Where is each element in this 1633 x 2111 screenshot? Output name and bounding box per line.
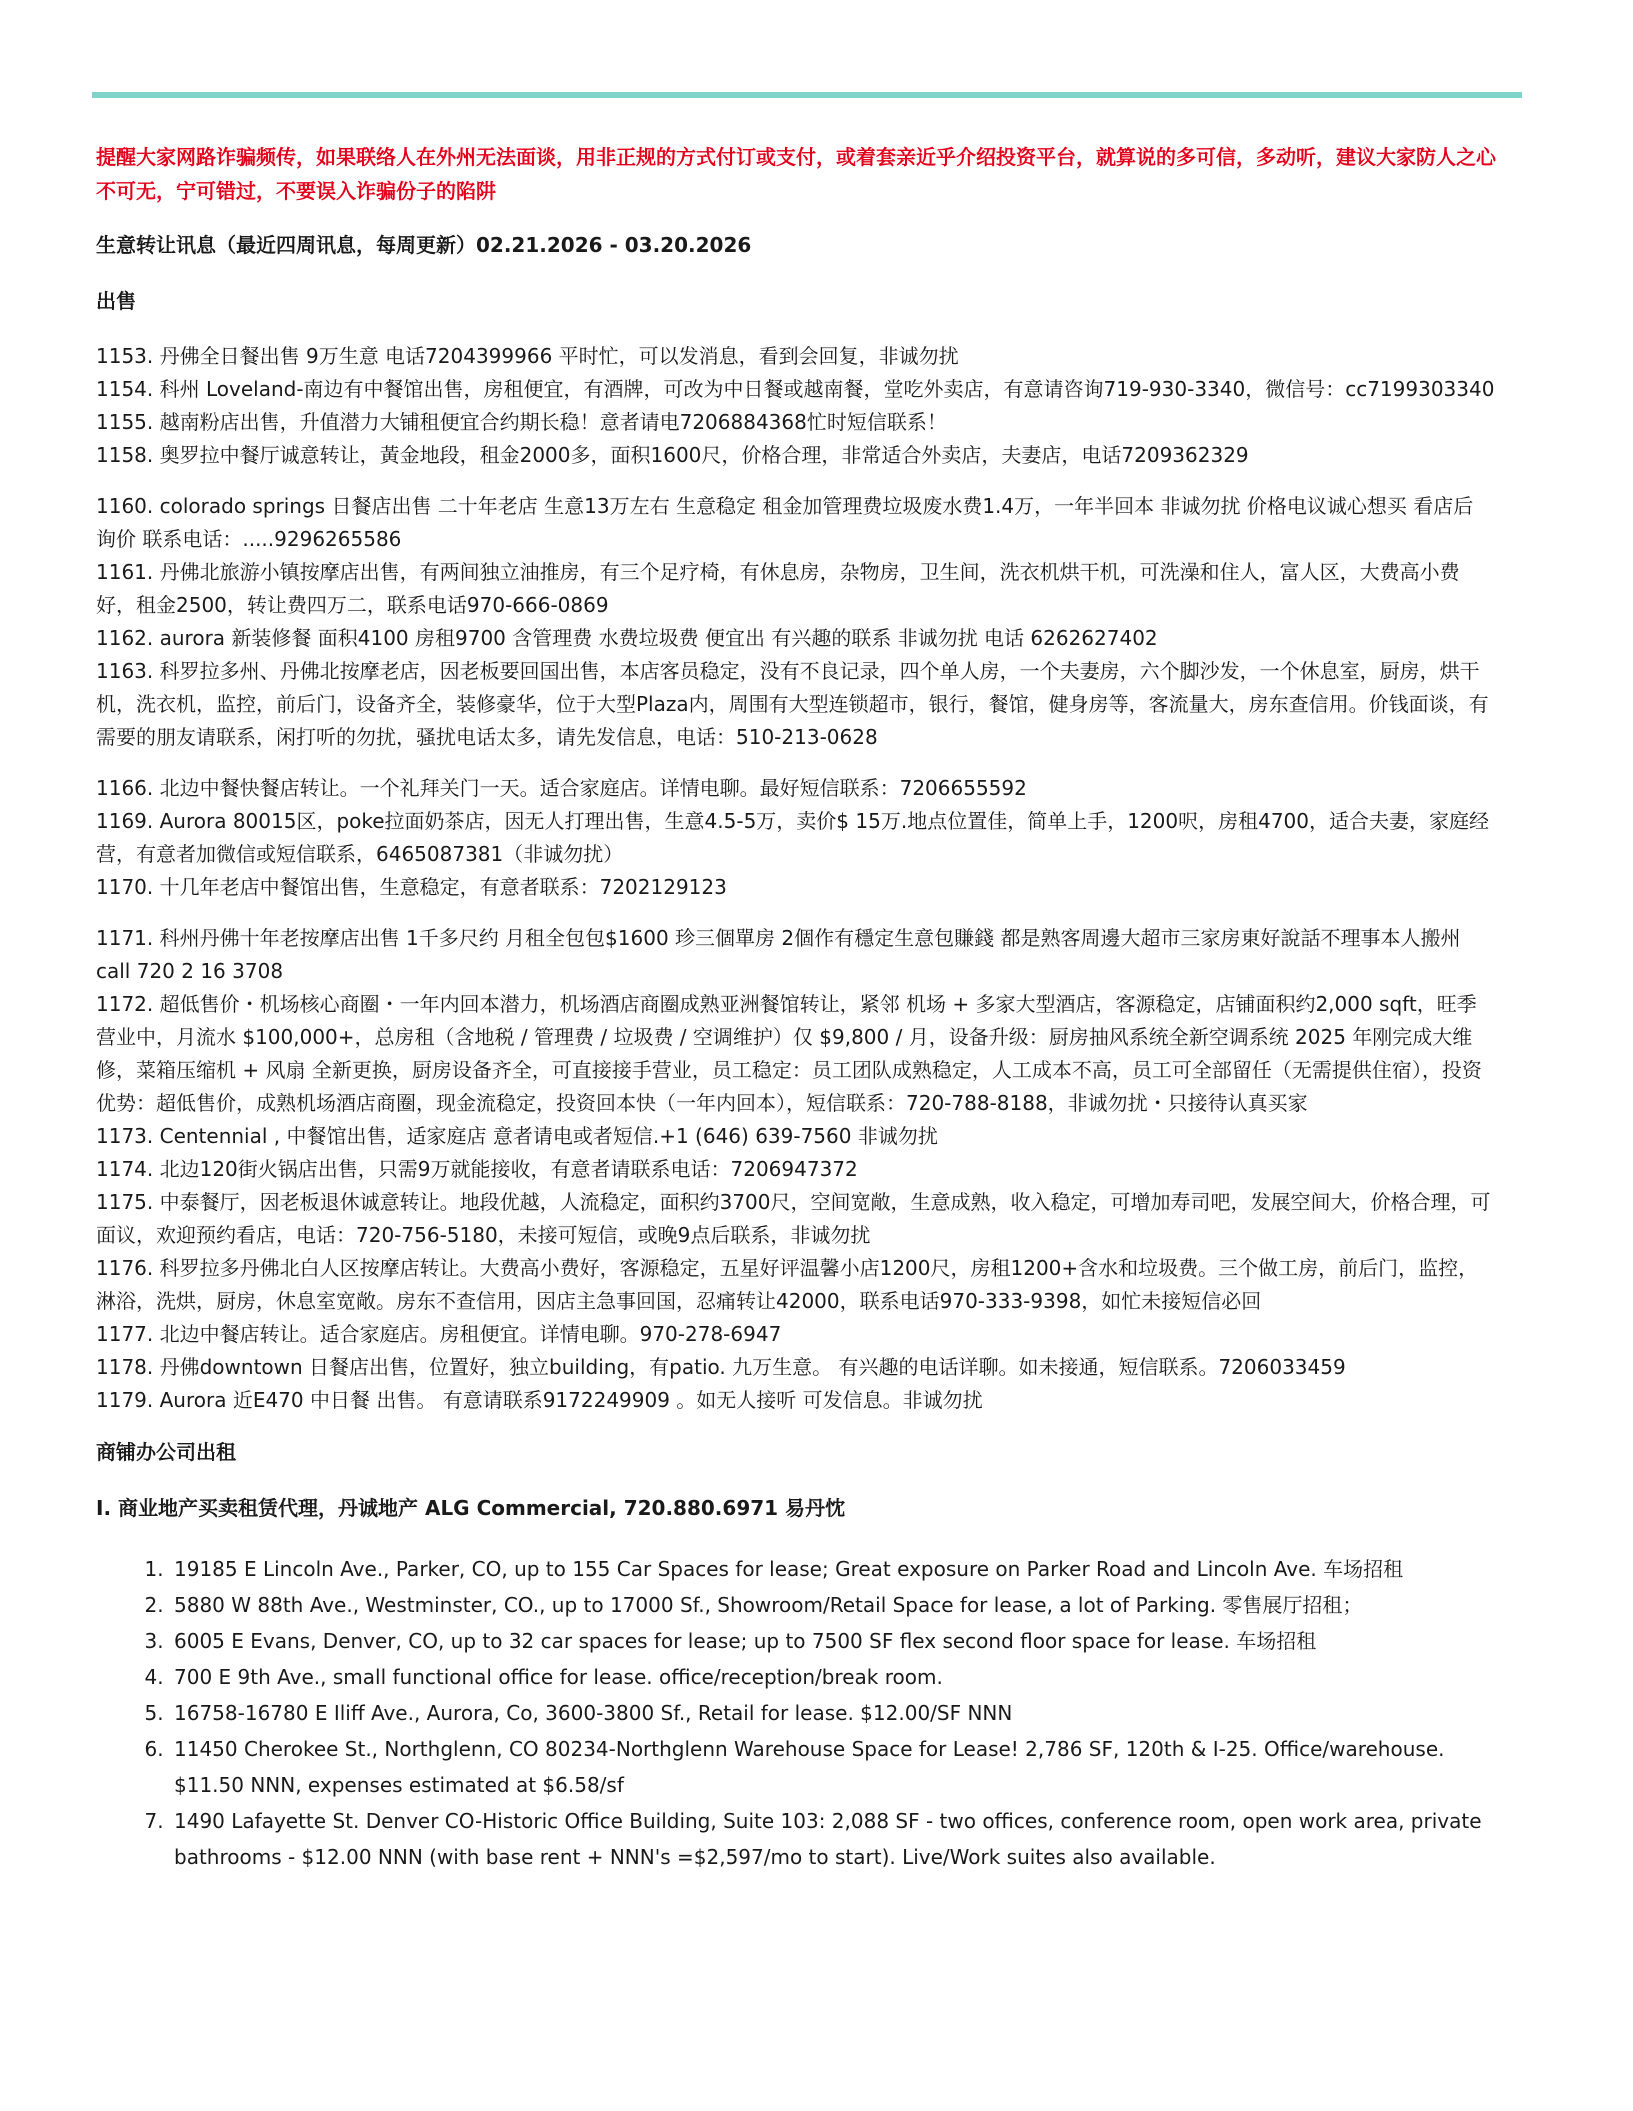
listing-item: 1175. 中泰餐厅，因老板退休诚意转让。地段优越，人流稳定，面积约3700尺，空间宽敞，生意成熟，收入稳定，可增加寿司吧，发展空间大，价格合理，可面议，欢迎预约看店，电话：720-756-5180，未接可短信，或晚9点后联系，非诚勿扰 [96, 1190, 1491, 1247]
listing-item: 1153. 丹佛全日餐出售 9万生意 电话7204399966 平时忙，可以发消息，看到会回复，非诚勿扰 [96, 344, 959, 368]
listing-group [96, 490, 1496, 754]
listing-item: 1178. 丹佛downtown 日餐店出售，位置好，独立building，有patio. 九万生意。 有兴趣的电话详聊。如未接通，短信联系。7206033459 [96, 1355, 1346, 1379]
sale-listings [96, 340, 1496, 1417]
top-divider [92, 92, 1522, 98]
property-item: 1. 19185 E Lincoln Ave., Parker, CO, up to 155 Car Spaces for lease; Great exposure on Parker Road and Lincoln Ave. 车场招租 [170, 1551, 1496, 1587]
property-item: 7. 1490 Lafayette St. Denver CO-Historic Office Building, Suite 103: 2,088 SF - two offices, conference room, open work area, private bathrooms - $12.00 NNN (with base rent + NNN's =$2,597/mo to start). Live/Work suites also available. [170, 1803, 1496, 1875]
listing-group [96, 340, 1496, 472]
property-item: 4. 700 E 9th Ave., small functional office for lease. office/reception/break room. [170, 1659, 1496, 1695]
property-item: 3. 6005 E Evans, Denver, CO, up to 32 car spaces for lease; up to 7500 SF flex second floor space for lease. 车场招租 [170, 1623, 1496, 1659]
agent-heading: I. 商业地产买卖租赁代理，丹诚地产 ALG Commercial, 720.880.6971 易丹忱 [96, 1496, 846, 1520]
listing-group [96, 922, 1496, 1417]
listing-item: 1176. 科罗拉多丹佛北白人区按摩店转让。大费高小费好，客源稳定，五星好评温馨小店1200尺，房租1200+含水和垃圾费。三个做工房，前后门，监控，淋浴，洗烘，厨房，休息室宽敞。房东不查信用，因店主急事回国，忍痛转让42000，联系电话970-333-9398，如忙未接短信必回 [96, 1256, 1479, 1313]
listing-item: 1166. 北边中餐快餐店转让。一个礼拜关门一天。适合家庭店。详情电聊。最好短信联系：7206655592 [96, 776, 1027, 800]
sale-section-title: 出售 [96, 289, 136, 313]
property-item: 2. 5880 W 88th Ave., Westminster, CO., up to 17000 Sf., Showroom/Retail Space for lease, a lot of Parking. 零售展厅招租； [170, 1587, 1496, 1623]
page-content [96, 140, 1496, 1875]
listing-group [96, 772, 1496, 904]
listing-item: 1172. 超低售价・机场核心商圈・一年内回本潜力，机场酒店商圈成熟亚洲餐馆转让，紧邻 机场 + 多家大型酒店，客源稳定，店铺面积约2,000 sqft，旺季营业中，月流水 $100,000+，总房租（含地税 / 管理费 / 垃圾费 / 空调维护）仅 $9,800 / 月，设备升级：厨房抽风系统全新空调系统 2025 年刚完成大维修，菜箱压缩机 + 风扇 全新更换，厨房设备齐全，可直接接手营业，员工稳定：员工团队成熟稳定，人工成本不高，员工可全部留任（无需提供住宿），投资优势：超低售价，成熟机场酒店商圈，现金流稳定，投资回本快（一年内回本），短信联系：720-788-8188，非诚勿扰・只接待认真买家 [96, 992, 1482, 1115]
rental-section-title: 商铺办公司出租 [96, 1440, 236, 1464]
listing-item: 1177. 北边中餐店转让。适合家庭店。房租便宜。详情电聊。970-278-6947 [96, 1322, 782, 1346]
listing-item: 1160. colorado springs 日餐店出售 二十年老店 生意13万左右 生意稳定 租金加管理费垃圾废水费1.4万，一年半回本 非诚勿扰 价格电议诚心想买 看店后 询价 联系电话：.....9296265586 [96, 494, 1474, 551]
property-list [96, 1551, 1496, 1875]
listing-item: 1170. 十几年老店中餐馆出售，生意稳定，有意者联系：7202129123 [96, 875, 727, 899]
listing-item: 1174. 北边120街火锅店出售，只需9万就能接收，有意者请联系电话：7206947372 [96, 1157, 858, 1181]
listing-item: 1155. 越南粉店出售，升值潜力大铺租便宜合约期长稳！意者请电7206884368忙时短信联系！ [96, 410, 947, 434]
listing-item: 1154. 科州 Loveland-南边有中餐馆出售，房租便宜，有酒牌，可改为中日餐或越南餐，堂吃外卖店，有意请咨询719-930-3340，微信号：cc7199303340 [96, 377, 1495, 401]
listing-item: 1163. 科罗拉多州、丹佛北按摩老店，因老板要回国出售，本店客员稳定，没有不良记录，四个单人房，一个夫妻房，六个脚沙发，一个休息室，厨房，烘干机，洗衣机，监控，前后门，设备齐全，装修豪华，位于大型Plaza内，周围有大型连锁超市，银行，餐馆，健身房等，客流量大，房东查信用。价钱面谈，有需要的朋友请联系，闲打听的勿扰，骚扰电话太多，请先发信息，电话：510-213-0628 [96, 659, 1489, 749]
listing-item: 1171. 科州丹佛十年老按摩店出售 1千多尺约 月租全包包$1600 珍三個單房 2個作有穩定生意包賺錢 都是熟客周邊大超市三家房東好說話不理事本人搬州 call 720 2 16 3708 [96, 926, 1461, 983]
listing-item: 1173. Centennial , 中餐馆出售，适家庭店 意者请电或者短信.+1 (646) 639-7560 非诚勿扰 [96, 1124, 938, 1148]
listing-item: 1162. aurora 新装修餐 面积4100 房租9700 含管理费 水费垃圾费 便宜出 有兴趣的联系 非诚勿扰 电话 6262627402 [96, 626, 1158, 650]
property-item: 6. 11450 Cherokee St., Northglenn, CO 80234-Northglenn Warehouse Space for Lease! 2,786 SF, 120th & I-25. Office/warehouse. $11.50 NNN, expenses estimated at $6.58/sf [170, 1731, 1496, 1803]
period-heading: 生意转让讯息（最近四周讯息，每周更新）02.21.2026 - 03.20.2026 [96, 233, 752, 257]
listing-item: 1169. Aurora 80015区，poke拉面奶茶店，因无人打理出售，生意4.5-5万，卖价$ 15万.地点位置佳，简单上手，1200呎，房租4700，适合夫妻，家庭经营，有意者加微信或短信联系，6465087381（非诚勿扰） [96, 809, 1489, 866]
property-item: 5. 16758-16780 E Iliff Ave., Aurora, Co, 3600-3800 Sf., Retail for lease. $12.00/SF NNN [170, 1695, 1496, 1731]
listing-item: 1179. Aurora 近E470 中日餐 出售。 有意请联系9172249909 。如无人接听 可发信息。非诚勿扰 [96, 1388, 983, 1412]
listing-item: 1161. 丹佛北旅游小镇按摩店出售，有两间独立油推房，有三个足疗椅，有休息房，杂物房，卫生间，洗衣机烘干机，可洗澡和住人，富人区，大费高小费好，租金2500，转让费四万二，联系电话970-666-0869 [96, 560, 1460, 617]
listing-item: 1158. 奥罗拉中餐厅诚意转让，黃金地段，租金2000多，面积1600尺，价格合理，非常适合外卖店，夫妻店，电话7209362329 [96, 443, 1249, 467]
fraud-warning: 提醒大家网路诈骗频传，如果联络人在外州无法面谈，用非正规的方式付订或支付，或着套亲近乎介绍投资平台，就算说的多可信，多动听，建议大家防人之心不可无，宁可错过，不要误入诈骗份子的陷阱 [96, 145, 1496, 203]
